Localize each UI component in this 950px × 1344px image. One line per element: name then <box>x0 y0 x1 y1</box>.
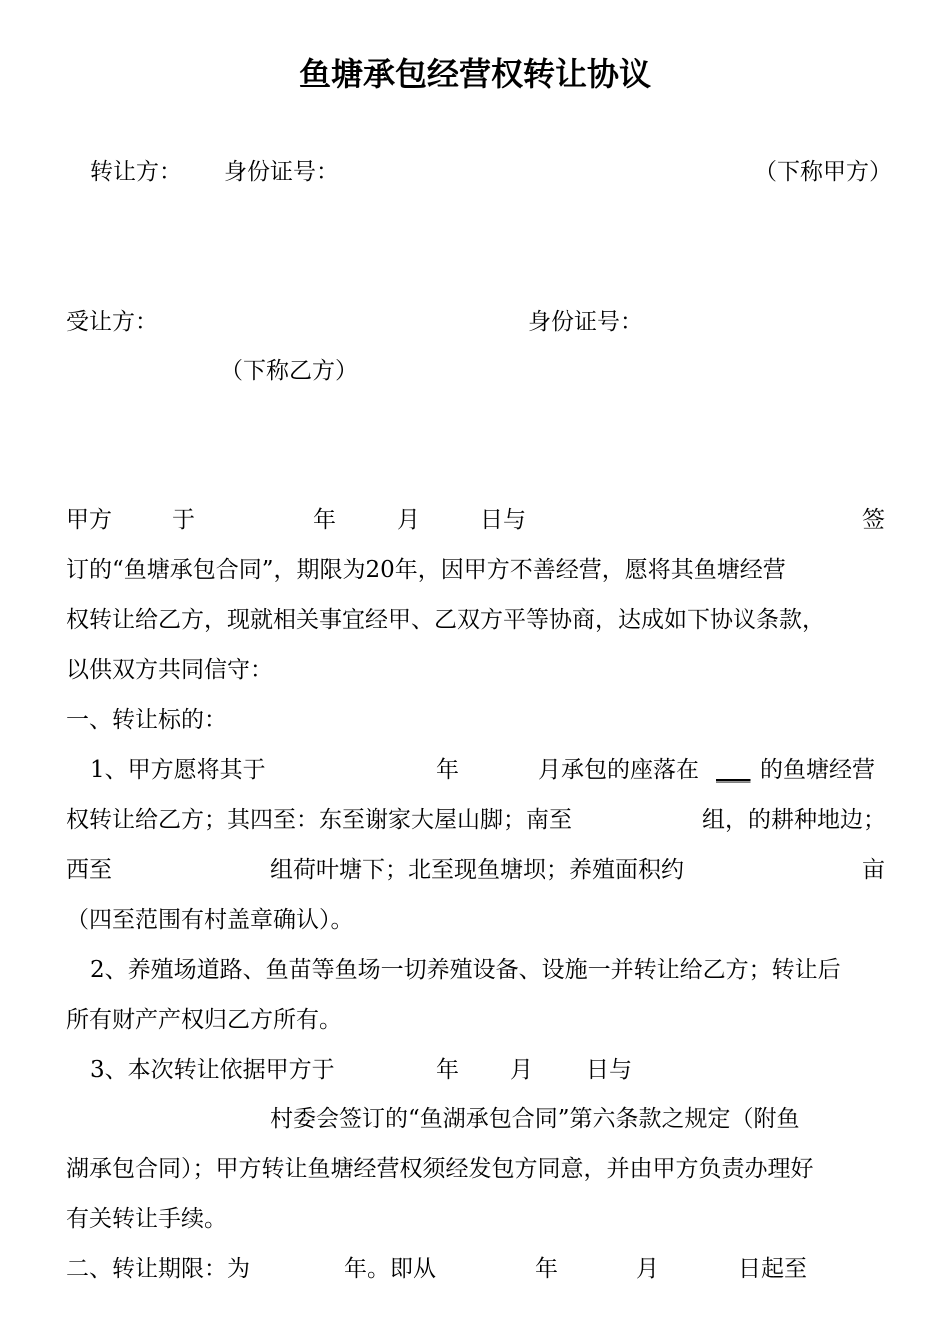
preamble-month: 月 <box>397 507 420 533</box>
transferor-alias: （下称甲方） <box>754 159 892 185</box>
item-1-mu: 亩 <box>862 857 885 883</box>
item-1-location-blank: ___ <box>716 757 751 783</box>
item-1-boundaries: 权转让给乙方；其四至：东至谢家大屋山脚；南至 <box>66 807 572 833</box>
preamble-sign: 签 <box>862 507 885 533</box>
transferee-alias: （下称乙方） <box>220 358 358 384</box>
transferee-id-label: 身份证号： <box>528 309 643 335</box>
preamble-day-with: 日与 <box>480 507 526 533</box>
section-2-day-until: 日起至 <box>738 1256 807 1282</box>
item-2-line-1: 2、养殖场道路、鱼苗等鱼场一切养殖设备、设施一并转让给乙方；转让后 <box>90 957 841 983</box>
transferee-label: 受让方： <box>66 309 158 335</box>
item-1-north-area: 组荷叶塘下；北至现鱼塘坝；养殖面积约 <box>270 857 684 883</box>
item-1-west: 西至 <box>66 857 112 883</box>
document-title: 鱼塘承包经营权转让协议 <box>298 55 651 93</box>
item-1-end: 的鱼塘经营 <box>760 757 875 783</box>
item-2-line-2: 所有财产产权归乙方所有。 <box>66 1007 342 1033</box>
transferor-id-label: 身份证号： <box>224 159 339 185</box>
item-3-day-with: 日与 <box>586 1057 632 1083</box>
section-2-month: 月 <box>636 1256 659 1282</box>
preamble-line-3: 权转让给乙方，现就相关事宜经甲、乙双方平等协商，达成如下协议条款， <box>66 607 825 633</box>
item-3-month: 月 <box>510 1057 533 1083</box>
item-1-location: 月承包的座落在 <box>538 757 699 783</box>
preamble-line-4: 以供双方共同信守： <box>66 657 273 683</box>
item-1-start: 1、甲方愿将其于 <box>90 757 266 783</box>
transferor-label: 转让方： <box>90 159 182 185</box>
item-1-year: 年 <box>436 757 459 783</box>
item-3-line-3: 湖承包合同）；甲方转让鱼塘经营权须经发包方同意，并由甲方负责办理好 <box>66 1156 814 1182</box>
preamble-year: 年 <box>313 507 336 533</box>
section-2-year: 年 <box>535 1256 558 1282</box>
item-1-boundaries-south: 组，的耕种地边； <box>702 807 886 833</box>
item-3-line-4: 有关转让手续。 <box>66 1206 227 1232</box>
section-1-heading: 一、转让标的： <box>66 707 227 733</box>
preamble-on: 于 <box>172 507 195 533</box>
section-2-term: 二、转让期限：为 <box>66 1256 250 1282</box>
preamble-party-a: 甲方 <box>66 507 112 533</box>
preamble-line-2: 订的“鱼塘承包合同”，期限为20年，因甲方不善经营，愿将其鱼塘经营 <box>66 557 786 583</box>
item-3-line-2: 村委会签订的“鱼湖承包合同”第六条款之规定（附鱼 <box>270 1106 800 1132</box>
item-3-year: 年 <box>436 1057 459 1083</box>
item-3-start: 3、本次转让依据甲方于 <box>90 1057 335 1083</box>
item-1-confirmation: （四至范围有村盖章确认）。 <box>66 907 354 933</box>
section-2-years-from: 年。即从 <box>344 1256 436 1282</box>
